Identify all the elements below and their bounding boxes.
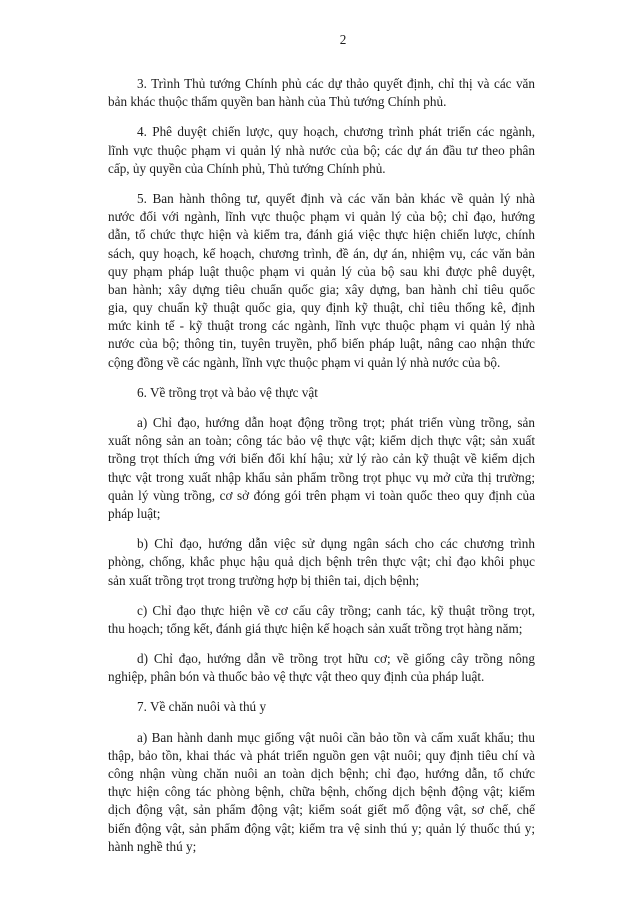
text-line: dịch động vật, sản phẩm động vật; kiểm soát giết mổ động vật, sơ chế, chế <box>108 802 535 818</box>
text-line: thực hiện công tác phòng bệnh, chữa bệnh, chống dịch bệnh động vật; kiểm <box>108 784 535 800</box>
text-line: mức kinh tế - kỹ thuật trong các ngành, lĩnh vực thuộc phạm vi quản lý nhà <box>108 318 535 334</box>
text-line: nghiệp, phân bón và thuốc bảo vệ thực vật theo quy định của pháp luật. <box>108 669 485 685</box>
text-line: nước đối với ngành, lĩnh vực thuộc phạm vi quản lý của bộ; chỉ đạo, hướng <box>108 209 535 225</box>
text-line: bản khác thuộc thẩm quyền ban hành của Thủ tướng Chính phủ. <box>108 94 447 110</box>
text-line: công nhận vùng chăn nuôi an toàn dịch bệnh; chỉ đạo, hướng dẫn, tổ chức <box>108 766 535 781</box>
text-line: phòng, chống, khắc phục hậu quả dịch bệnh trên thực vật; chỉ đạo khôi phục <box>108 554 535 570</box>
text-line: gia, quy chuẩn kỹ thuật quốc gia, quy định kỹ thuật, chỉ tiêu thống kê, định <box>108 300 535 316</box>
text-line: sản xuất trồng trọt trong trường hợp bị thiên tai, dịch bệnh; <box>108 572 420 588</box>
text-line: d) Chỉ đạo, hướng dẫn về trồng trọt hữu cơ; về giống cây trồng nông <box>137 651 535 667</box>
clause-6c <box>108 602 535 638</box>
text-line: ban hành; xây dựng tiêu chuẩn quốc gia; xây dựng, ban hành chỉ tiêu quốc <box>108 281 535 297</box>
document-body <box>108 75 535 868</box>
text-line: nước của bộ; thông tin, tuyên truyền, phổ biến pháp luật, nâng cao nhận thức <box>108 336 535 352</box>
clause-4 <box>108 123 535 178</box>
text-line: biến động vật, sản phẩm động vật; kiểm tra vệ sinh thú y; quản lý thuốc thú y; <box>108 820 535 836</box>
page-number: 2 <box>339 32 347 47</box>
text-line: 3. Trình Thủ tướng Chính phủ các dự thảo quyết định, chỉ thị và các văn <box>137 76 535 91</box>
clause-6-heading <box>108 384 535 402</box>
clause-3 <box>108 75 535 111</box>
clause-7a <box>108 729 535 856</box>
text-line: hành nghề thú y; <box>108 838 197 854</box>
text-line: lĩnh vực thuộc phạm vi quản lý nhà nước của bộ; các dự án đầu tư theo phân <box>108 142 535 158</box>
text-line: thực vật trong xuất nhập khẩu sản phẩm trồng trọt phục vụ mở cửa thị trường; <box>108 469 535 485</box>
text-line: cộng đồng về các ngành, lĩnh vực thuộc phạm vi quản lý nhà nước của bộ. <box>108 354 501 370</box>
text-line: dẫn, tổ chức thực hiện và kiểm tra, đánh giá việc thực hiện chiến lược, chính <box>108 227 535 243</box>
text-line: 7. Về chăn nuôi và thú y <box>137 699 267 715</box>
text-line: trồng trọt thích ứng với biến đổi khí hậu; xử lý rào cản kỹ thuật về kiểm dịch <box>108 451 535 467</box>
text-line: sách, quy hoạch, kế hoạch, chương trình, đề án, dự án, nhiệm vụ, các văn bản <box>108 245 535 261</box>
text-line: 6. Về trồng trọt và bảo vệ thực vật <box>137 384 318 400</box>
text-line: pháp luật; <box>108 505 161 521</box>
clause-6b <box>108 535 535 590</box>
text-line: 5. Ban hành thông tư, quyết định và các văn bản khác về quản lý nhà <box>137 190 535 206</box>
text-line: quản lý vùng trồng, cơ sở đóng gói trên phạm vi toàn quốc theo quy định của <box>108 487 535 503</box>
text-line: b) Chỉ đạo, hướng dẫn việc sử dụng ngân sách cho các chương trình <box>137 536 535 552</box>
text-line: c) Chỉ đạo thực hiện về cơ cấu cây trồng; canh tác, kỹ thuật trồng trọt, <box>137 602 535 618</box>
text-line: a) Chỉ đạo, hướng dẫn hoạt động trồng trọt; phát triển vùng trồng, sản <box>137 415 535 430</box>
clause-7-heading <box>108 698 535 716</box>
text-line: 4. Phê duyệt chiến lược, quy hoạch, chương trình phát triển các ngành, <box>137 124 535 140</box>
text-line: thập, bảo tồn, khai thác và phát triển nguồn gen vật nuôi; quy định tiêu chí và <box>108 747 535 763</box>
clause-6a <box>108 414 535 523</box>
clause-6d <box>108 650 535 686</box>
text-line: thu hoạch; tổng kết, đánh giá thực hiện kế hoạch sản xuất trồng trọt hàng năm; <box>108 620 523 636</box>
text-line: cấp, ủy quyền của Chính phủ, Thủ tướng Chính phủ. <box>108 160 386 176</box>
text-line: a) Ban hành danh mục giống vật nuôi cần bảo tồn và cấm xuất khẩu; thu <box>137 729 535 745</box>
text-line: xuất nông sản an toàn; công tác bảo vệ thực vật; kiểm dịch thực vật; sản xuất <box>108 433 535 449</box>
text-line: quy phạm pháp luật thuộc phạm vi quản lý của bộ sau khi được phê duyệt, <box>108 263 535 279</box>
clause-5 <box>108 190 535 372</box>
